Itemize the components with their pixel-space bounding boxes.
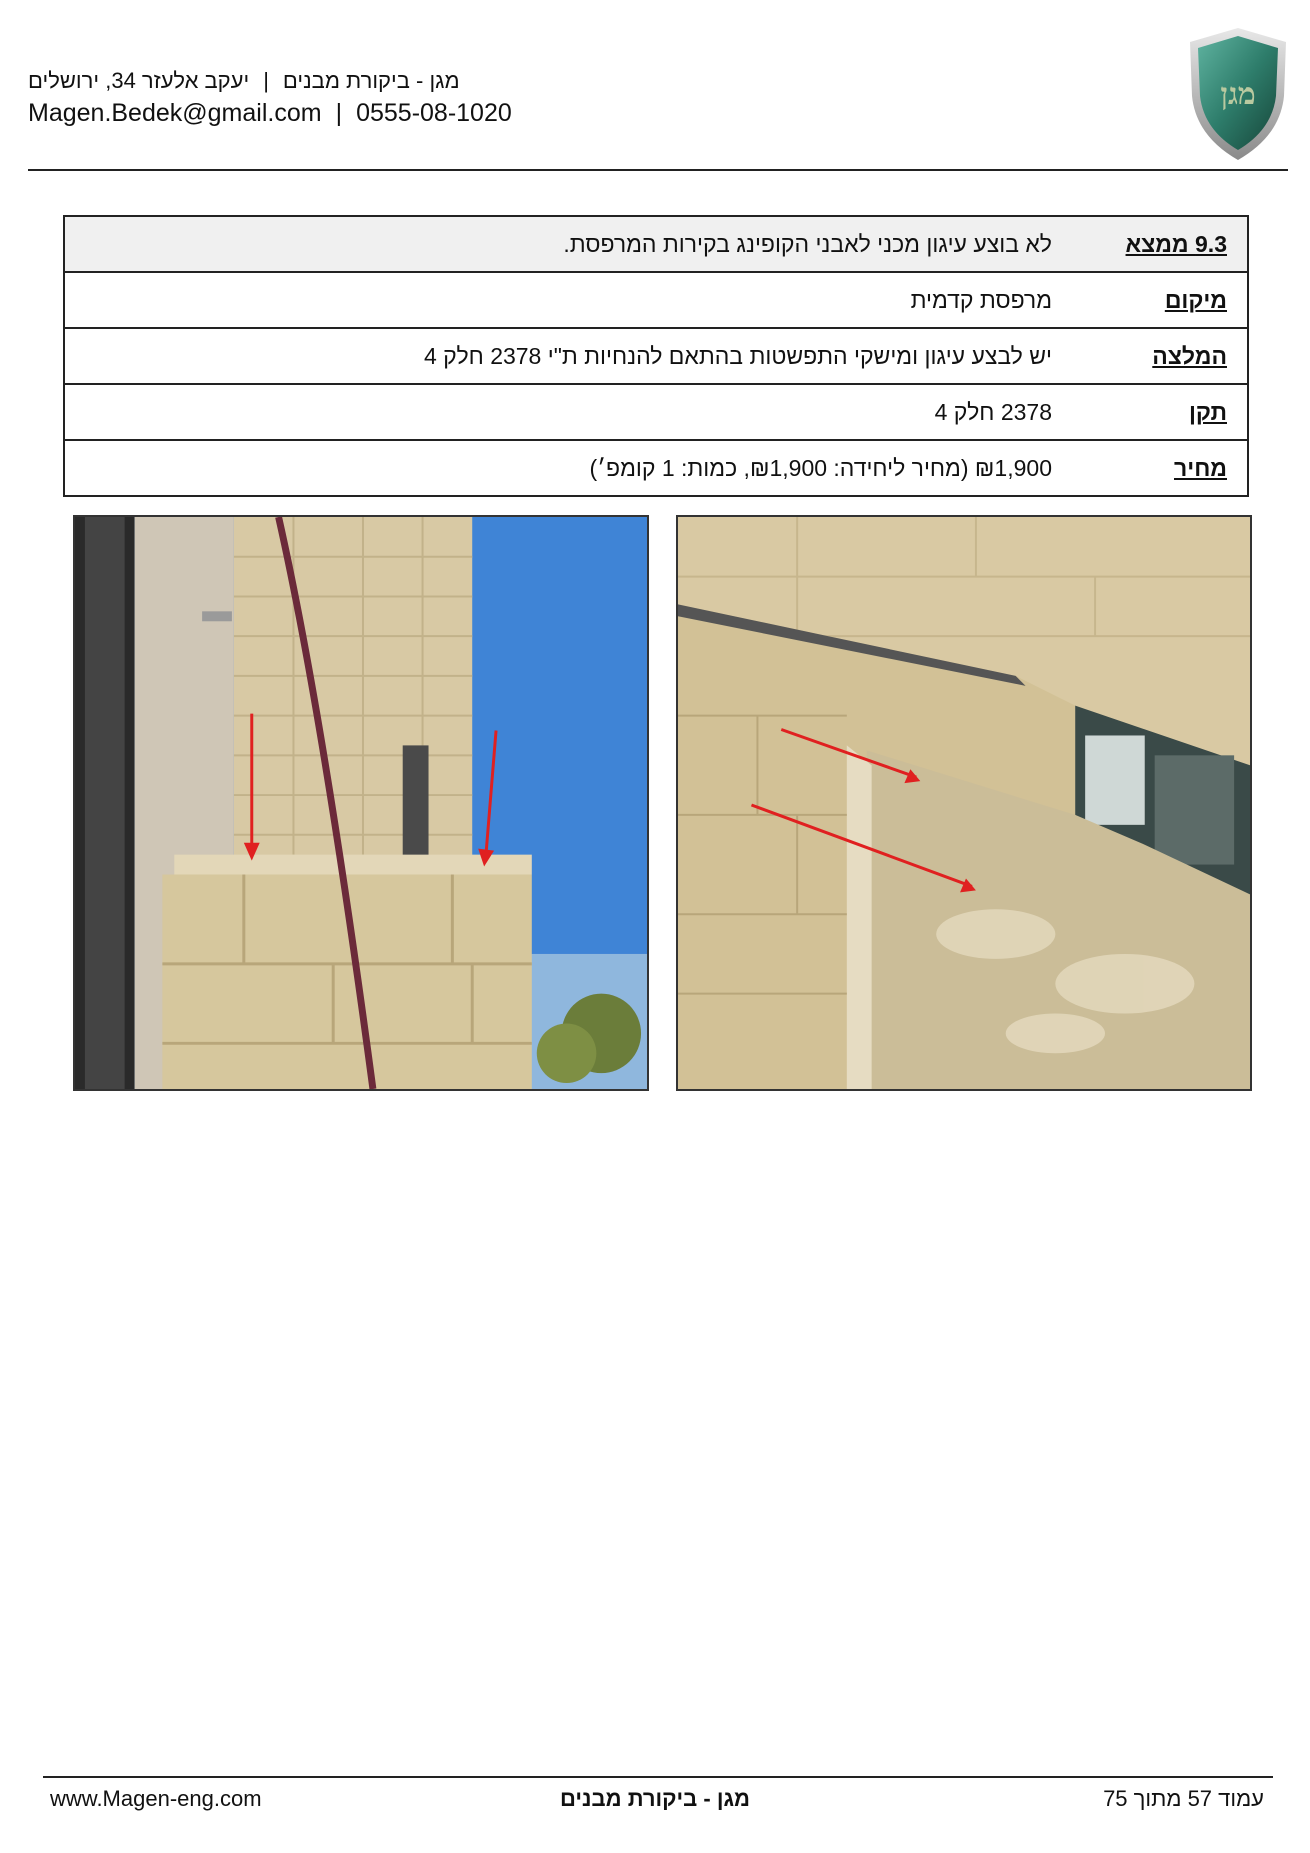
standard-value: 2378 חלק 4 — [64, 384, 1052, 440]
page-header — [0, 0, 1310, 172]
recommendation-label: המלצה — [1052, 328, 1248, 384]
table-row — [64, 328, 1248, 384]
contact-block — [28, 66, 628, 130]
finding-title-value: לא בוצע עיגון מכני לאבני הקופינג בקירות המרפסת. — [64, 216, 1052, 272]
website-link[interactable]: www.Magen-eng.com — [50, 1786, 262, 1811]
page-footer — [0, 1786, 1310, 1822]
shield-logo — [1186, 26, 1290, 162]
company-name: מגן - ביקורת מבנים — [282, 68, 460, 93]
finding-table — [63, 215, 1249, 497]
footer-divider — [43, 1776, 1273, 1778]
price-value: ₪1,900 (מחיר ליחידה: ₪1,900, כמות: 1 קומפ׳) — [64, 440, 1052, 496]
company-address: יעקב אלעזר 34, ירושלים — [28, 68, 250, 93]
footer-company: מגן - ביקורת מבנים — [560, 1786, 750, 1811]
svg-text:מגן: מגן — [1220, 77, 1256, 112]
contact-line — [28, 96, 628, 130]
finding-number-label: 9.3 ממצא — [1052, 216, 1248, 272]
table-row — [64, 384, 1248, 440]
company-address-line — [28, 66, 628, 96]
balcony-wall-photo — [73, 515, 649, 1091]
recommendation-value: יש לבצע עיגון ומישקי התפשטות בהתאם להנחיות ת"י 2378 חלק 4 — [64, 328, 1052, 384]
table-row — [64, 272, 1248, 328]
separator: | — [335, 99, 343, 127]
separator: | — [263, 68, 269, 93]
coping-stone-photo — [676, 515, 1252, 1091]
location-label: מיקום — [1052, 272, 1248, 328]
standard-label: תקן — [1052, 384, 1248, 440]
finding-title-row — [64, 216, 1248, 272]
location-value: מרפסת קדמית — [64, 272, 1052, 328]
phone[interactable]: 0555-08-1020 — [356, 99, 512, 127]
page-number: עמוד 57 מתוך 75 — [1103, 1786, 1264, 1811]
header-divider — [28, 169, 1288, 171]
price-label: מחיר — [1052, 440, 1248, 496]
email[interactable]: Magen.Bedek@gmail.com — [28, 99, 322, 127]
table-row — [64, 440, 1248, 496]
